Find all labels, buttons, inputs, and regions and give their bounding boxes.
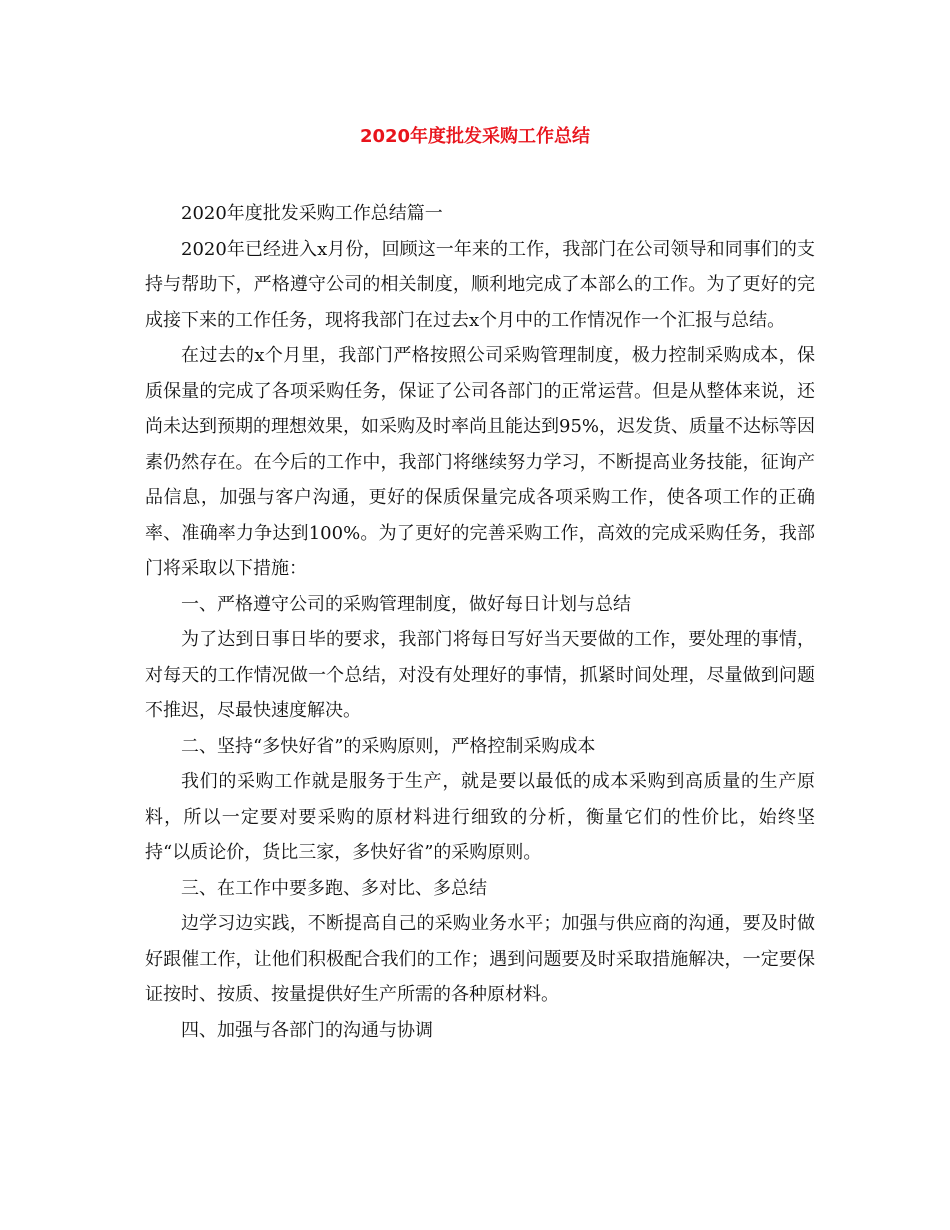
paragraph-review: 在过去的x个月里，我部门严格按照公司采购管理制度，极力控制采购成本，保质保量的完成了各项采购任务，保证了公司各部门的正常运营。但是从整体来说，还尚未达到预期的理想效果，如采购及时率尚且能达到95%，迟发货、质量不达标等因素仍然存在。在今后的工作中，我部门将继续努力学习，不断提高业务技能，征询产品信息，加强与客户沟通，更好的保质保量完成各项采购工作，使各项工作的正确率、准确率力争达到100%。为了更好的完善采购工作，高效的完成采购任务，我部门将采取以下措施：	[145, 345, 816, 579]
paragraph-section-2: 我们的采购工作就是服务于生产，就是要以最低的成本采购到高质量的生产原料，所以一定要对要采购的原材料进行细致的分析，衡量它们的性价比，始终坚持“以质论价，货比三家，多快好省”的采购原则。	[145, 771, 815, 863]
section-heading-4: 四、加强与各部门的沟通与协调	[181, 1019, 433, 1041]
document-title: 2020年度批发采购工作总结	[359, 126, 591, 147]
section-heading-2: 二、坚持“多快好省”的采购原则，严格控制采购成本	[181, 735, 596, 757]
paragraph-section-1: 为了达到日事日毕的要求，我部门将每日写好当天要做的工作，要处理的事情，对每天的工作情况做一个总结，对没有处理好的事情，抓紧时间处理，尽量做到问题不推迟，尽最快速度解决。	[145, 629, 815, 721]
paragraph-section-3: 边学习边实践，不断提高自己的采购业务水平；加强与供应商的沟通，要及时做好跟催工作，让他们积极配合我们的工作；遇到问题要及时采取措施解决，一定要保证按时、按质、按量提供好生产所需的各种原材料。	[145, 913, 815, 1005]
paragraph-intro: 2020年已经进入x月份，回顾这一年来的工作，我部门在公司领导和同事们的支持与帮助下，严格遵守公司的相关制度，顺利地完成了本部么的工作。为了更好的完成接下来的工作任务，现将我部门在过去x个月中的工作情况作一个汇报与总结。	[145, 238, 815, 331]
document-body	[145, 196, 815, 1048]
section-heading-3: 三、在工作中要多跑、多对比、多总结	[181, 877, 487, 899]
section-heading-1: 一、严格遵守公司的采购管理制度，做好每日计划与总结	[181, 593, 631, 615]
paragraph-subtitle: 2020年度批发采购工作总结篇一	[181, 203, 443, 224]
